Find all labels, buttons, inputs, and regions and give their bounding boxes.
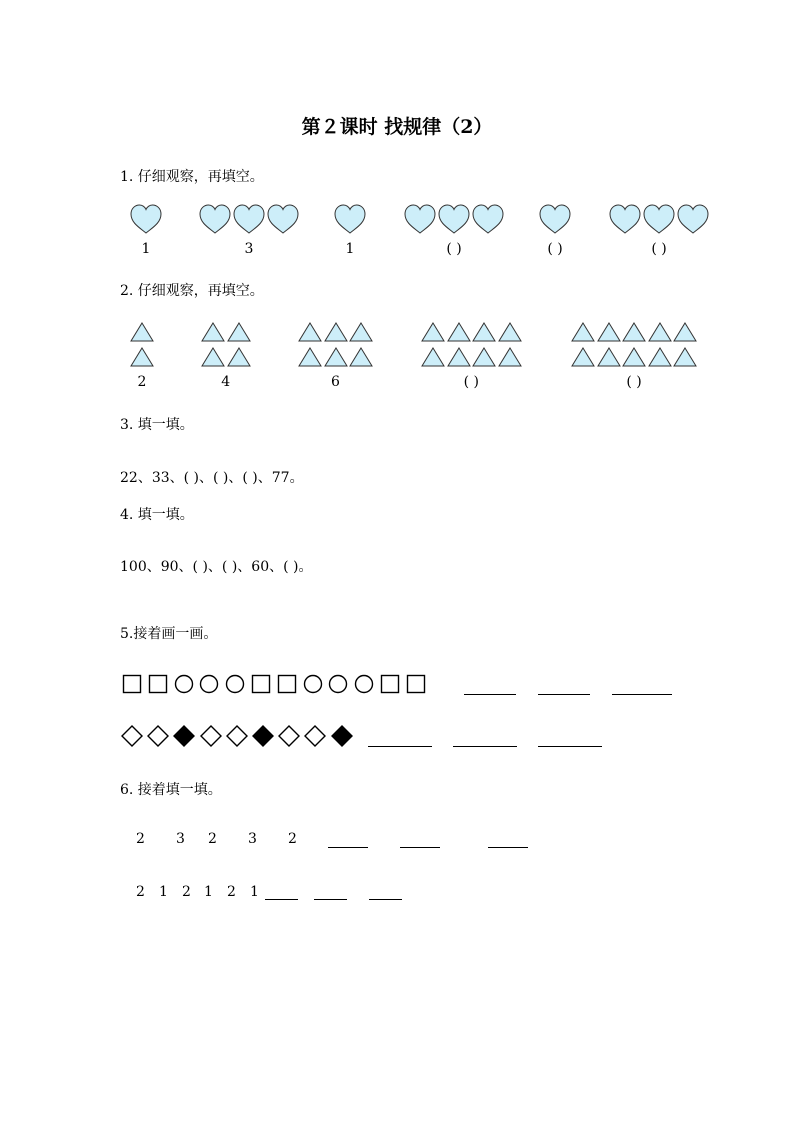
triangle-icon [324, 322, 348, 342]
diamond-icon [121, 725, 143, 747]
sequence-number: 2 [288, 831, 297, 847]
triangle-icon [472, 322, 496, 342]
sequence-number: 2 [208, 831, 217, 847]
answer-blank[interactable] [400, 847, 440, 848]
heart-icon [233, 204, 265, 234]
heart-icon [472, 204, 504, 234]
square-icon [406, 674, 426, 694]
heart-icon [539, 204, 571, 234]
sequence-number: 1 [159, 884, 168, 900]
triangle-icon [298, 347, 322, 367]
square-icon [380, 674, 400, 694]
circle-icon [354, 674, 374, 694]
sequence-number: 2 [136, 831, 145, 847]
triangle-icon [130, 322, 154, 342]
triangle-icon [498, 322, 522, 342]
group-label: 1 [345, 241, 355, 257]
triangle-icon [648, 322, 672, 342]
diamond-icon [200, 725, 222, 747]
question-5-prompt: 5.接着画一画。 [120, 626, 218, 642]
question-1-prompt: 1. 仔细观察，再填空。 [120, 169, 264, 185]
triangle-icon [597, 347, 621, 367]
answer-blank[interactable] [369, 899, 402, 900]
diamond-icon [278, 725, 300, 747]
answer-blank[interactable] [488, 847, 528, 848]
group-label: ( ) [626, 374, 642, 390]
heart-icon [334, 204, 366, 234]
triangle-icon [673, 322, 697, 342]
filled-diamond-icon [173, 725, 195, 747]
triangle-icon [227, 347, 251, 367]
filled-diamond-icon [331, 725, 353, 747]
diamond-icon [147, 725, 169, 747]
square-icon [277, 674, 297, 694]
triangle-icon [597, 322, 621, 342]
heart-icon [267, 204, 299, 234]
circle-icon [225, 674, 245, 694]
group-label: ( ) [547, 241, 563, 257]
answer-blank[interactable] [328, 847, 368, 848]
heart-icon [130, 204, 162, 234]
sequence-number: 3 [248, 831, 257, 847]
triangle-icon [130, 347, 154, 367]
group-label: ( ) [446, 241, 462, 257]
circle-icon [174, 674, 194, 694]
triangle-icon [673, 347, 697, 367]
triangle-icon [201, 347, 225, 367]
heart-icon [643, 204, 675, 234]
triangle-icon [324, 347, 348, 367]
triangle-icon [498, 347, 522, 367]
sequence-number: 1 [204, 884, 213, 900]
triangle-icon [622, 322, 646, 342]
answer-blank[interactable] [453, 746, 517, 747]
question-4-sequence: 100、90、( )、( )、60、( )。 [120, 559, 313, 575]
question-4-prompt: 4. 填一填。 [120, 507, 194, 523]
heart-icon [677, 204, 709, 234]
group-label: 1 [141, 241, 151, 257]
heart-icon [404, 204, 436, 234]
group-label: 6 [331, 374, 340, 390]
triangle-icon [472, 347, 496, 367]
sequence-number: 1 [250, 884, 259, 900]
triangle-icon [201, 322, 225, 342]
diamond-icon [304, 725, 326, 747]
triangle-icon [571, 347, 595, 367]
question-3-prompt: 3. 填一填。 [120, 417, 194, 433]
triangle-icon [571, 322, 595, 342]
question-2-prompt: 2. 仔细观察，再填空。 [120, 283, 264, 299]
sequence-number: 2 [136, 884, 145, 900]
circle-icon [199, 674, 219, 694]
diamond-icon [226, 725, 248, 747]
square-icon [122, 674, 142, 694]
triangle-icon [447, 347, 471, 367]
answer-blank[interactable] [368, 746, 432, 747]
triangle-icon [421, 322, 445, 342]
group-label: ( ) [463, 374, 479, 390]
answer-blank[interactable] [538, 746, 602, 747]
circle-icon [303, 674, 323, 694]
group-label: 2 [137, 374, 147, 390]
group-label: 4 [221, 374, 231, 390]
triangle-icon [648, 347, 672, 367]
triangle-icon [298, 322, 322, 342]
question-6-prompt: 6. 接着填一填。 [120, 782, 222, 798]
sequence-number: 3 [176, 831, 185, 847]
sequence-number: 2 [227, 884, 236, 900]
triangle-icon [349, 322, 373, 342]
heart-icon [438, 204, 470, 234]
square-icon [148, 674, 168, 694]
page-title: 第２课时 找规律（2） [301, 116, 493, 138]
triangle-icon [227, 322, 251, 342]
square-icon [251, 674, 271, 694]
triangle-icon [421, 347, 445, 367]
answer-blank[interactable] [314, 899, 347, 900]
answer-blank[interactable] [464, 694, 516, 695]
answer-blank[interactable] [265, 899, 298, 900]
group-label: 3 [244, 241, 254, 257]
sequence-number: 2 [182, 884, 191, 900]
triangle-icon [447, 322, 471, 342]
question-3-sequence: 22、33、( )、( )、( )、77。 [120, 470, 304, 486]
answer-blank[interactable] [612, 694, 672, 695]
triangle-icon [622, 347, 646, 367]
triangle-icon [349, 347, 373, 367]
filled-diamond-icon [252, 725, 274, 747]
heart-icon [609, 204, 641, 234]
circle-icon [328, 674, 348, 694]
group-label: ( ) [651, 241, 667, 257]
heart-icon [199, 204, 231, 234]
answer-blank[interactable] [538, 694, 590, 695]
